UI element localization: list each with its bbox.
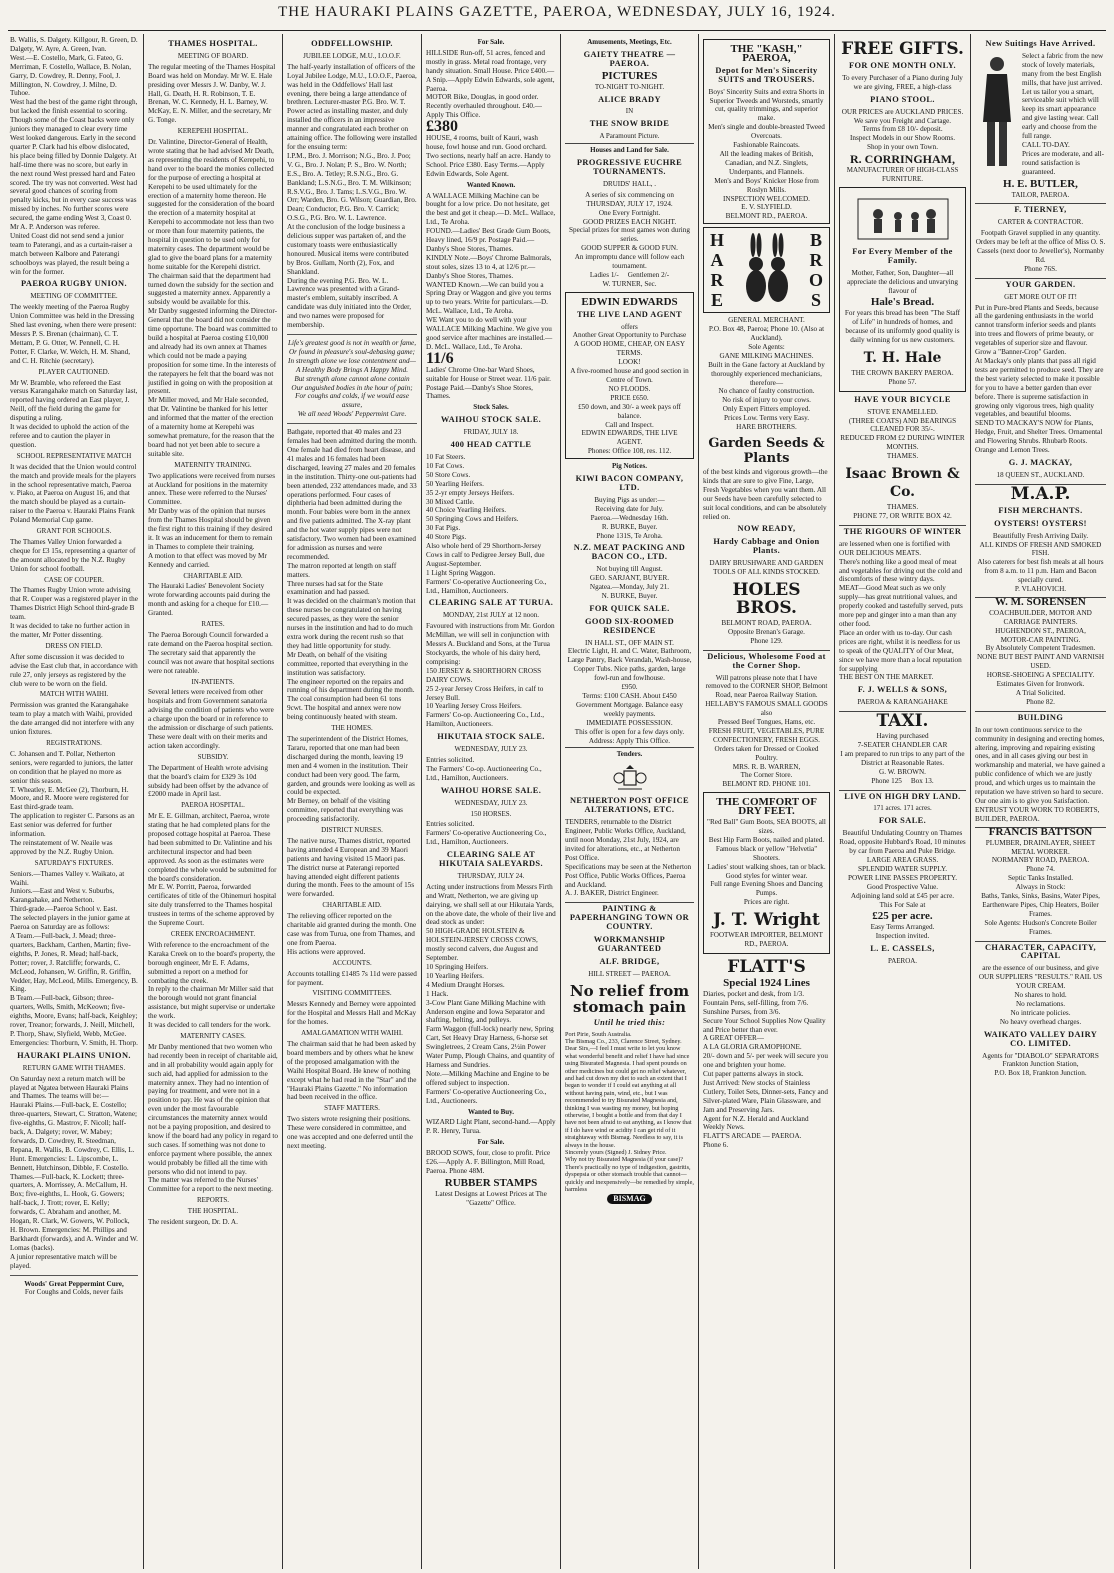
section-heading: Pig Notices. <box>612 462 647 471</box>
article-subheading: RATES. <box>201 620 225 629</box>
classified-ad: BROOD SOWS, four, close to profit. Price £26.—Apply A. F. Billington, Mill Road, Paeroa. Phone 48M. <box>426 1149 552 1175</box>
article-subheading: PLAYER CAUTIONED. <box>38 367 110 376</box>
ad-heading: Delicious, Wholesome Food at the Corner Shop. <box>703 650 830 671</box>
ad-text: are the essence of our business, and give OUR SUPPLIERS "RESULTS." RAIL US YOUR CREAM. No shares to hold. No reclamations. No intricate policies. No heavy overhead charges. <box>978 964 1103 1026</box>
ad-address: PAEROA. <box>887 957 918 966</box>
divider <box>287 423 417 424</box>
sale-text: Entries solicited. Farmers' Co-operative Auctioneering Co., Ltd., Hamilton, Auctioneers. <box>426 820 547 847</box>
ad-subheading: GOOD SIX-ROOMED RESIDENCE <box>584 616 675 635</box>
section-heading: Tenders. <box>565 747 694 759</box>
ad-text: Beautiful Undulating Country on Thames Road, opposite Hubbard's Road, 10 minutes by car from Paeroa and Puke Bridge. LARGE AREA GRASS. SPLENDID WATER SUPPLY. POWER LINE PASSES PROPERTY. Good Prospective Value. Adjoining land sold at £45 per acre. This For Sale at <box>839 829 966 909</box>
article-subheading: MATERNITY CASES. <box>180 1031 246 1040</box>
article-text: Mr E. E. Gillman, architect, Paeroa, wrote stating that he had completed plans for the proposed cottage hospital at Paeroa. These had been submitted to Dr. Valintine and his architectural inspector and had been approved. As soon as the estimates were completed the whole would be submitted for the board's consideration. Mr E. W. Porritt, Paeroa, forwarded certificates of title of the Ohinemuri hospital site duly transferred to the Thames hospital trustees in terms of the scheme approved by the Supreme Court. <box>148 812 277 928</box>
film-star: ALICE BRADY <box>598 94 661 104</box>
sale-heading: WAIHOU STOCK SALE. <box>440 415 542 425</box>
gentleman-illustration-icon <box>975 52 1019 172</box>
classified-ad: KINDLY Note.—Boys' Chrome Balmorals, stout soles, sizes 13 to 4, at 12/6 pr.—Danby's Shoe Stores, Thames. <box>426 253 554 280</box>
ad-text: To every Purchaser of a Piano during July we are giving, FREE, a high-class <box>842 73 965 91</box>
section-heading: Stock Sales. <box>473 403 509 412</box>
article-text: With reference to the encroachment of the Karaka Creek on to the board's property, the borough engineer, Mr E. F. Adams, submitted a report on a method for combating the creek. In reply to the chairman Mr Miller said that the borough would not grant financial assistance, but might supervise or undertake the work. It was decided to call tenders for the work. <box>148 940 275 1030</box>
ad-text: Easy Terms Arranged. Inspection invited. <box>870 923 935 941</box>
hales-bread-ad <box>839 187 966 392</box>
section-heading: Wanted to Buy. <box>467 1107 515 1116</box>
ad-text: Mother, Father, Son, Daughter—all appreciate the delicious and unvarying flavour of <box>847 268 960 295</box>
kash-ad <box>703 39 830 224</box>
ad-heading: FREE GIFTS. <box>841 39 964 59</box>
price-display: £380 <box>426 118 458 136</box>
sale-heading: WAIHOU HORSE SALE. <box>440 785 542 795</box>
ad-heading: HOLES BROS. <box>732 579 801 618</box>
article-text: Several letters were received from other hospitals and from Government sanatoria advising the condition of patients who were a charge upon the board or in reference to the admission or discharge of such patients. These were dealt with on their merits and action taken accordingly. <box>148 688 276 750</box>
ad-name: L. E. CASSELS, <box>870 944 935 954</box>
ad-text: THAMES. PHONE 77, OR WRITE BOX 42. <box>853 503 952 520</box>
classified-ad: WIZARD Light Plant, second-hand.—Apply P. R. Henry, Turua. <box>426 1118 558 1136</box>
article-subheading: DRESS ON FIELD. <box>45 641 103 650</box>
rabbits-icon <box>734 231 800 309</box>
ad-text: Agents for "DIABOLO" SEPARATORS Frankton Junction Station, P.O. Box 18, Frankton Junction. <box>982 1051 1099 1078</box>
testimonial-text: Port Pirie, South Australia. The Bismag Co., 233, Clarence Street, Sydney. Dear Sirs,—I feel I must write to let you know what wonderful benefit and relief I have had since using Bisurated Magnesia. I had spent pounds on other medicines but could get no relief whatever, and had cut down my diet to such an extent that I began to wonder if I could eat anything at all without having pain, wind, etc., but I was recommended to try Bisurated Magnesia and, thinking I was wasting my money, but hoping otherwise, I bought a bottle and from that day I have not been afraid to eat anything, as I know that if I do have wind or acidity I can get rid of it straightaway with Bismag. Needless to say, it is always in the house. Sincerely yours (Signed) J. Sidney Price. Why not try Bisurated Magnesia (if your case)? There's practically no type of indigestion, gastritis, dyspepsia or other stomach trouble that cannot—quickly and inexpensively—be remedied by simple, harmless <box>565 1030 694 1194</box>
ad-heading: BUILDING <box>975 711 1106 723</box>
ad-address: 18 QUEEN ST., AUCKLAND. <box>996 470 1085 479</box>
article-subheading: CHARITABLE AID. <box>322 901 382 910</box>
article-text: Two sisters wrote resigning their positions. These were considered in committee, and one was accepted and one deferred until the next meeting. <box>287 1115 415 1150</box>
article-subheading: PAEROA HOSPITAL. <box>181 801 245 810</box>
ad-text: Put in Pure-bred Plants and Seeds, because all the gardening enthusiasts in the world cannot transform inferior seeds and plants into trees and flowers of prime beauty, or vegetables of superior size and flavour. Grow a "Banner-Crop" Garden. At Mackay's only plants that pass all rigid tests are permitted to produce seed. They are the best variety selected to make it possible for you to have a better garden than ever before. There is supreme satisfaction in growing only vigorous trees, high quality vegetables, and beautiful blooms. SEND TO MACKAY'S NOW for Plants, Hedge, Fruit, and Shelter Trees. Ornamental and Flowering Shrubs. Rhubarb Roots. Orange and Lemon Trees. <box>975 303 1104 455</box>
ad-heading: THE COMFORT OF DRY FEET. <box>716 796 817 818</box>
ad-text: Having purchased 7-SEATER CHANDLER CAR I am prepared to run trips to any part of the District at Reasonable Rates. G. W. BROWN. Phone 125 Box 13. <box>840 732 965 785</box>
ad-heading: NETHERTON POST OFFICE ALTERATIONS, ETC. <box>569 796 690 815</box>
article-text: The relieving officer reported on the charitable aid granted during the month. One case was from Turua, one from Thames, and one from Paeroa. His actions were approved. <box>287 912 417 956</box>
ad-address: FOOTWEAR IMPORTER, BELMONT RD., PAEROA. <box>710 931 823 949</box>
article-subheading: REPORTS. <box>196 1196 230 1205</box>
ad-heading: KIWI BACON COMPANY, LTD. <box>575 474 684 492</box>
ad-subheading: Hardy Cabbage and Onion Plants. <box>713 537 820 556</box>
ad-heading: CHARACTER, CAPACITY, CAPITAL <box>975 941 1106 962</box>
ad-subheading: CARTER & CONTRACTOR. <box>997 218 1084 227</box>
sale-heading: HIKUTAIA STOCK SALE. <box>437 732 545 742</box>
article-text: The regular meeting of the Thames Hospital Board was held on Monday. Mr W. E. Hale presiding over Messrs J. W. Danby, W. J. Hall, G. Death, H. R. Robinson, T. E. Brenan, W. C. Kennedy, H. L. Barney, W. McKay, E. N. Miller, and the secretary, Mr G. Tonge. <box>148 62 278 125</box>
ad-subheading: Until he tried this: <box>593 1017 666 1027</box>
price-display: £25 per acre. <box>872 910 933 923</box>
article-text: Mr W. Bramble, who refereed the East versus Karangahake match on Saturday last, reported having ordered an East player, J. Neill, off the field during the game for disputing a ruling. It was decided to uphold the action of the referee and to caution the player in question. <box>10 378 138 449</box>
ad-text: Diaries, pocket and desk, from 1/3. Fountain Pens, self-filling, from 7/6. Sunshine Purses, from 3/6. Secure Your School Supplies Now Quality and Price better than ever. A GREAT OFFER— A LA GLORIA GRAMOPHONE. 20/- down and 5/- per week will secure you one and brighten your home. Cut paper patterns always in stock. Just Arrived: New stocks of Stainless Cutlery, Toilet Sets, Dinner-sets, Fancy and Silver-plated Ware, Plain Glassware, and Jam and Preserving Jars. Agent for N.Z. Herald and Auckland Weekly News. FLATT'S ARCADE — PAEROA. Phone 6. <box>703 989 828 1150</box>
ad-subheading: OYSTERS! OYSTERS! <box>994 518 1087 528</box>
ad-name: WAIKATO VALLEY DAIRY CO. LIMITED. <box>983 1029 1098 1048</box>
ad-heading: M.A.P. <box>975 484 1106 503</box>
ad-text: of the best kinds and vigorous growth—the kinds that are sure to give Fine, Large, Fresh Vegetables when you want them. All our Seeds have been carefully selected to suit local conditions, and can be absolutely relied on. <box>703 468 830 521</box>
masthead: THE HAURAKI PLAINS GAZETTE, PAEROA, WEDNESDAY, JULY 16, 1924. <box>278 4 836 20</box>
article-heading: ODDFELLOWSHIP. <box>311 39 393 48</box>
article-text: The native nurse, Thames district, reported having attended 4 European and 39 Maori patients and having visited 15 Maori pas. The district nurse at Paterangi reported having attended eight different patients during the month. Fees to the amount of 15s were forwarded. <box>287 836 415 899</box>
article-text: B. Wallis, S. Dalgety. Killgour, R. Green, D. Dalgety, W. Ayre, A. Green, Ivan. West.—E. Costello, Mark, G. Fateo, G. Merriman, F. Costello, Wallace, B. Nolan, Garry, D. Cowdrey, R. Denny, Fool, J. Millington, N. Cowdrey, J. Milne, D. Tuhoe. West had the best of the game right through, but lacked the finish essential to scoring. Though some of the Coast backs were only juniors they managed to clear every time West looked dangerous. Early in the second quarter P. Clark had his elbow dislocated, his place being filled by Donnie Dalgety. At half-time there was no score, but early in the next round West pressed hard and Fateo scored. The try was not converted. West had several good chances of scoring from penalty kicks, but in every case success was missed by inches. No further scores were secured, the game ending West 3, Coast 0. Mr A. P. Anderson was referee. United Coast did not send send a junior team to Paterangi, and as a curtain-raiser a match between Kalbore and Paterangi schoolboys was played, the result being a win for the former. <box>10 36 138 276</box>
theatre-heading: PICTURES <box>601 69 658 82</box>
article-subheading: REGISTRATIONS. <box>46 738 102 747</box>
article-subheading: JUBILEE LODGE, M.U., I.O.O.F. <box>303 51 401 60</box>
column-3 <box>287 36 417 1567</box>
bismag-label: BISMAG <box>607 1194 651 1205</box>
article-subheading: CHARITABLE AID. <box>183 571 243 580</box>
ad-text: OUR PRICES are AUCKLAND PRICES. We save you Freight and Cartage. Terms from £8 10/- deposit. Inspect Models in our Show Rooms. Shop in your own Town. <box>841 107 964 152</box>
classified-ad: MOTOR Bike, Douglas, in good order. Recently overhauled throughout. £40.—Apply This Office. <box>426 93 542 120</box>
classified-ad: WANTED Known.—We can build you a Spring Dray or Waggon and give you terms up to two years. Write for particulars.—D. McL. Wallace, Ltd., Te Aroha. <box>426 280 554 316</box>
poem-ad: Life's greatest good is not in wealth or fame, Or found in pleasure's soul-debasing game; In strength alone we lose contentment and— A Healthy Body Brings A Happy Mind. But strength alone cannot alone contain Our anguished bodies in the hour of pain; For coughs and colds, if we would ease assure, We all need Woods' Peppermint Cure. <box>287 339 417 419</box>
ad-text: A series of six commencing on THURSDAY, JULY 17, 1924. One Every Fortnight. GOOD PRIZES EACH NIGHT. Special prizes for most games won during series. GOOD SUPPER & GOOD FUN. An impromptu dance will follow each tournament. Ladies 1/- Gentlemen 2/- W. TURNER, Sec. <box>569 190 690 288</box>
ad-text: Woods' Great Peppermint Cure, <box>24 1279 124 1288</box>
ad-subheading: NOW READY, <box>737 524 796 534</box>
sale-text: Entries solicited. The Farmers' Co-op. Auctioneering Co., Ltd., Hamilton, Auctioneers. <box>426 755 542 782</box>
ad-text: DAIRY BRUSHWARE AND GARDEN TOOLS OF ALL KINDS STOCKED. <box>709 559 824 577</box>
ad-subheading: DRUIDS' HALL, . <box>603 179 656 188</box>
section-heading: Wanted Known. <box>466 180 516 189</box>
ad-subheading: Special 1924 Lines <box>723 976 810 989</box>
article-text: The resident surgeon, Dr. D. A. <box>148 1218 238 1227</box>
column-5 <box>565 36 694 1567</box>
sale-heading: 400 HEAD CATTLE <box>450 440 532 450</box>
ad-text: Not buying till August. GEO. SARJANT, BUYER. Ngatea.—Monday, July 21. N. BURKE, Buyer. <box>589 565 670 600</box>
ad-heading: PAINTING & PAPERHANGING TOWN OR COUNTRY. <box>565 902 694 932</box>
theatre-name: GAIETY THEATRE — PAEROA. <box>583 49 676 68</box>
ad-text: Boys' Sincerity Suits and extra Shorts in Superior Tweeds and Worsteds, smartly cut, quality trimmings, and superior make. Men's single and double-breasted Tweed Overcoats. Fashionable Raincoats. All the leading makes of British, Canadian, and N.Z. Singlets, Underpants, and Flannels. Men's and Boys' Knicker Hose from Roslyn Mills. INSPECTION WELCOMED. E. V. SLYFIELD. BELMONT RD., PAEROA. <box>708 87 825 221</box>
article-subheading: VISITING COMMITTEES. <box>312 989 392 998</box>
masthead-rule <box>8 30 1106 31</box>
family-illustration-icon <box>853 194 953 244</box>
ad-heading: RUBBER STAMPS <box>444 1176 538 1189</box>
article-text: The Thames Valley Union forwarded a cheque for £3 15s, representing a quarter of the amount allocated by the N.Z. Rugby Union for school football. <box>10 537 138 573</box>
article-subheading: SCHOOL REPRESENTATIVE MATCH <box>16 451 132 460</box>
sale-list: 10 Fat Steers. 10 Fat Cows. 50 Store Cows. 50 Yearling Heifers. 35 2-yr empty Jerseys Heifers. 30 Mixed Cattle. 40 Choice Yearling Heifers. 50 Springing Cows and Heifers. 30 Fat Pigs. 40 Store Pigs. <box>426 452 519 542</box>
ad-heading: EDWIN EDWARDS <box>581 295 678 308</box>
article-subheading: MEETING OF BOARD. <box>177 51 249 60</box>
article-text: The Hauraki Ladies' Benevolent Society wrote forwarding accounts paid during the month and asking for a cheque for £10.—Granted. <box>148 582 273 618</box>
article-subheading: GRANT FOR SCHOOLS. <box>36 527 112 536</box>
ad-heading: New Suitings Have Arrived. <box>985 39 1096 48</box>
ad-text: Latest Designs at Lowest Prices at The "Gazette" Office. <box>435 1189 547 1207</box>
classified-ad: WE Want you to do well with your WALLACE Milking Machine. We give you good service after machines are installed.—D. McL. Wallace, Ltd., Te Aroha. <box>426 316 554 351</box>
hare-bros-logo <box>703 227 830 313</box>
ad-subheading: FOR ONE MONTH ONLY. <box>848 61 957 70</box>
column-7 <box>839 36 966 1567</box>
column-divider <box>143 34 144 1569</box>
sale-subheading: 150 HORSES. <box>470 809 512 818</box>
ad-text: COACHBUILDER, MOTOR AND CARRIAGE PAINTERS. HUGHENDON ST., PAEROA, MOTOR-CAR PAINTING. By Absolutely Competent Tradesmen. NONE BUT BEST PAINT AND VARNISH USED. HORSE-SHOEING A SPECIALITY. Estimates Given for Ironwork. A Trial Solicited. Phone 82. <box>976 608 1105 706</box>
article-subheading: SATURDAY'S FIXTURES. <box>34 858 114 867</box>
tailor-ad-body <box>975 52 1106 177</box>
ad-name: J. T. Wright <box>713 910 820 931</box>
article-text: The Thames Rugby Union wrote advising that R. Couper was a registered player in the Thames District High School third-grade B team. It was decided to take no further action in the matter, Mr Potter dissenting. <box>10 586 138 639</box>
column-divider <box>834 34 835 1569</box>
ad-subheading: FISH MERCHANTS. <box>998 505 1083 515</box>
article-text: C. Johansen and T. Pollar, Netherton seniors, were regarded to juniors, the latter on condition that he played no more as senior this season. T. Wheatley, E. McGee (2), Thorburn, H. Moore, and R. Moore were registered for East third-grade team. The application to register C. Parsons as an East senior was deferred for further information. The reinstatement of W. Neaile was approved by the N.Z. Rugby Union. <box>10 749 135 856</box>
sale-heading: CLEARING SALE AT HIKUTAIA SALEYARDS. <box>439 850 543 869</box>
ad-heading: For Every Member of the Family. <box>852 246 953 265</box>
ad-heading: FLATT'S <box>727 956 806 977</box>
article-text: After some discussion it was decided to advise the East club that, in accordance with rule 27, only jerseys as registered by the club were to be worn on the field. <box>10 652 140 688</box>
sale-date: THURSDAY, JULY 24. <box>457 871 525 880</box>
article-subheading: THE HOMES. <box>331 724 373 733</box>
ad-subheading: WORKMANSHIP GUARANTEED <box>593 935 666 953</box>
article-text: The half-yearly installation of officers of the Loyal Jubilee Lodge, M.U., I.O.O.F., Paeroa, was held in the Oddfellows' Hall last evening, there being a large attendance of brethren. Lecturer-master P.G. Bro. W. T. Power acted as installing master, and duly installed the officers in an impressive manner and congratulated each brother on attaining office. The following were installed for the ensuing term: I.P.M., Bro. J. Morrison; N.G., Bro. J. Poo; V. G., Bro. J. Nolan; P. S., Bro. W. North; E.S., Bro. A. Tetley; R.S.N.G., Bro. G. Bankland; L.S.N.G., Bro. T. M. Wilkinson; R.S.V.G., Bro. J. Tams; L.S.V.G., Bro. W. Orr; Warden, Bro. G. Wilson; Guardian, Bro. Dean; Conductor, P.G. Bro. V. Carrick; O.S.G., P.G. Bro. W. L. Lawrence. At the conclusion of the lodge business a delicious supper was partaken of, and the customary toasts were enthusiastically honoured. Musical items were contributed by Bros. Gullam, North (2), Fox, and Shankland. During the evening P.G. Bro. W. L. Lawrence was presented with a Grand-master's emblem, suitably inscribed. A candidate was duly initiated into the Order, and two names were proposed for membership. <box>287 62 417 330</box>
ad-heading: HAVE YOUR BICYCLE <box>854 394 951 404</box>
sale-date: WEDNESDAY, JULY 23. <box>454 745 528 754</box>
article-subheading: MEETING OF COMMITTEE. <box>30 292 118 301</box>
article-subheading: ACCOUNTS. <box>332 958 372 967</box>
ad-text: BELMONT ROAD, PAEROA. Opposite Brenan's Garage. Phone 129. <box>721 618 812 645</box>
classified-ad: HILLSIDE Run-off, 51 acres, fenced and mostly in grass. Metal road frontage, very handy situation. Small House. Price £400.—A Snip.—Apply Edwin Edwards, sole agent, Paeroa. <box>426 48 557 93</box>
sale-date: MONDAY, 21st JULY at 12 noon. <box>442 611 540 620</box>
section-heading: For Sale. <box>477 1138 505 1147</box>
article-text: It was decided that the Union would control the match and provide meals for the players in the school representative match, Paeroa v. Piako, at Paeroa on August 16, and that the match should be played as a curtain-raiser to the Paeroa v. Hauraki Plains Frank Poland Memorial Cup game. <box>10 462 139 525</box>
dry-feet-ad <box>703 792 830 954</box>
ad-name: FRANCIS BATTSON <box>975 827 1106 837</box>
article-heading: HAURAKI PLAINS UNION. <box>17 1050 131 1060</box>
ad-text: TENDERS, returnable to the District Engineer, Public Works Office, Auckland, until noon Monday, 21st July, 1924, are invited for alterations, etc., at Netherton Post Office. Specifications may be seen at the Netherton Post Office, Public Works Offices, Paeroa and Auckland. A. J. BAKER, District Engineer. <box>565 818 692 898</box>
ad-address: TAILOR, PAEROA. <box>1011 190 1070 199</box>
ad-heading: FOR QUICK SALE. <box>589 603 670 613</box>
article-heading: THAMES HOSPITAL. <box>168 39 258 48</box>
coat-of-arms-icon <box>610 763 650 793</box>
ad-subheading: THE LIVE LAND AGENT <box>576 309 683 319</box>
article-text: The Department of Health wrote advising that the board's claim for £329 3s 10d subsidy had been offset by the advance of £2000 made in April last. <box>148 763 271 799</box>
article-text: The weekly meeting of the Paeroa Rugby Union Committee was held in the Dressing Shed last evening, when there were present: Messrs P. S. Brenan (chairman), C. T. Mettam, P. G. Otter, W. Pennell, C. H. Potter, F. Clarke, W. Welch, H. M. Shand, and C. H. Ritchie (secretary). <box>10 303 139 365</box>
ad-address: HILL STREET — PAEROA. <box>588 969 671 978</box>
ad-text: are lessened when one is fortified with OUR DELICIOUS MEATS. There's nothing like a good meal of meat and vegetables for driving out the cold and discomforts of these wintry days. MEAT—Good Meat such as we only supply—has great nutritional values, and properly cooked and tastefully served, puts more pep and ginger into a man than any other food. Place an order with us to-day. Our cash prices are right, whilst it is needless for us to speak of the QUALITY of Our Meat, since we have more than a local reputation for supplying THE BEST ON THE MARKET. <box>839 539 963 682</box>
ad-subheading: FOR SALE. <box>878 816 927 826</box>
ad-text: For years this bread has been "The Staff of Life" in hundreds of homes, and because of its uniformly good quality is daily winning for us new customers. <box>844 309 962 345</box>
ad-address: THE CROWN BAKERY PAEROA. Phone 57. <box>851 368 954 386</box>
ad-text: IN HALL ST., OFF MAIN ST. Electric Light, H. and C. Water, Bathroom, Large Pantry, Back Verandah, Wash-house, Copper Tubs. Nice paths, garden, large fowl-run and fowlhouse. £950. Terms: £100 CASH. About £450 Government Mortgage. Balance easy weekly payments. IMMEDIATE POSSESSION. This offer is open for a few days only. Address: Apply This Office. <box>567 638 692 745</box>
article-text: Seniors.—Thames Valley v. Waikato, at Waihi. Juniors.—East and West v. Suburbs, Karangahake, and Netherton. Third-grade.—Paeroa School v. East. The selected players in the junior game at Paeroa on Saturday are as follows: A Team.—Full-back, J. Mead; three-quarters, Backham, Carthen, Martin; five-eighths, P. Jones, R. Mead; half-back, Potter; rover, J. Ratcliffe; forwards, C. McLeod, Johansen, W. Griffin, R. Griffin, Vedder, Hay, McLeod, Mills. Emergency, B. King. B Team.—Full-back, Gibson; three-quarters, Wells, Smith, McKeown; five-eighths, Moore, Evans; half-back, Keighley; rover, Treanor; forwards, J. Neill, Mitchell, P. Thorp, Shaw, Slyfield, Webb, McGee. Emergencies: Thorburn, V. Smith, H. Thorp. <box>10 869 138 1047</box>
ad-text: STOVE ENAMELLED. (THREE COATS) AND BEARINGS CLEANED FOR 35/-. REDUCED FROM £2 DURING WINTER MONTHS. THAMES. <box>840 407 965 461</box>
ad-heading: Hale's Bread. <box>870 296 935 309</box>
article-subheading: DISTRICT NURSES. <box>321 826 383 835</box>
hare-word: HARE <box>709 230 724 311</box>
article-text: Bathgate, reported that 40 males and 23 females had been admitted during the month. One female had died from heart disease, and 41 males and 16 females had been discharged, leaving 27 males and 20 females in the institution. Thirty-one out-patients had been attended, 232 attendances made, and 33 operations performed. Four cases of diphtheria had been admitted during the month. Four babies were born in the annex and five patients admitted. The X-ray plant and the hot water supply pipes were not satisfactory. Two women had been examined for admission as nurses and were recommended. The matron reported at length on staff matters. Three nurses had sat for the State examination and had passed. It was decided on the chairman's motion that these nurses be congratulated on having secured passes, as they were the senior nurses in the institution and had to do much extra work during the recent rush so that they had little opportunity for study. Mr Death, on behalf of the visiting committee, reported that everything in the institution was satisfactory. The engineer reported on the repairs and running of his department during the month. The coal consumption had been 61 tons 9cwt. The hospital and annex were now being continuously heated with steam. <box>287 428 417 722</box>
ad-name: ALF. BRIDGE, <box>599 956 660 966</box>
article-text: The superintendent of the District Homes, Tararu, reported that one man had been discharged during the month, leaving 19 men and 4 women in the institution. Their conduct had been very good. The farm, garden, and grounds were looking as well as could be expected. Mr Berney, on behalf of the visiting committee, reported that everything was proceeding satisfactorily. <box>287 734 415 824</box>
column-divider <box>970 34 971 1569</box>
article-subheading: CASE OF COUPER. <box>44 575 104 584</box>
column-divider <box>698 34 699 1569</box>
price-display: 11/6 <box>426 349 454 367</box>
article-subheading: RETURN GAME WITH THAMES. <box>22 1063 126 1072</box>
article-subheading: SUBSIDY. <box>197 752 229 761</box>
ad-text: "Red Ball" Gum Boots, SEA BOOTS, all sizes. Best Hip Farm Boots, nailed and plated. Famous black or yellow "Helvetia" Shooters. Ladies' stout walking shoes, tan or black. Good styles for winter wear. Full range Evening Shoes and Dancing Pumps. Prices are right. <box>707 818 826 907</box>
ad-text: offers Another Great Opportunity to Purchase A GOOD HOME, CHEAP, ON EASY TERMS. LOOK! A five-roomed house and good section in Centre of Town. NO FLOODS. PRICE £650. £50 down, and 30/- a week pays off balance. Call and Inspect. EDWIN EDWARDS, THE LIVE AGENT. Phones: Office 108, res. 112. <box>570 322 689 456</box>
sale-text: Also whole herd of 29 Shorthorn-Jersey Cows in calf to Pedigree Jersey Bull, due August-September. 1 Light Spring Waggon. Farmers' Co-operative Auctioneering Co., Ltd., Hamilton, Auctioneers. <box>426 542 547 595</box>
classified-ad: Ladies' Chrome One-bar Ward Shoes, suitable for House or Street wear. 11/6 pair. Postage Paid.—Danby's Shoe Stores, Thames. <box>426 365 553 401</box>
ad-heading: No relief from stomach pain <box>569 981 690 1016</box>
ad-name: H. E. BUTLER, <box>1003 177 1078 190</box>
column-divider <box>282 34 283 1569</box>
ad-text: Beautifully Fresh Arriving Daily. ALL KINDS OF FRESH AND SMOKED FISH. Also caterers for best fish meals at all hours from 8 a.m. to 11 p.m. Ham and Bacon specially cured. P. VLAHOVICH. <box>977 531 1104 594</box>
column-divider <box>421 34 422 1569</box>
column-1 <box>10 36 138 1567</box>
column-6 <box>703 36 830 1567</box>
ad-heading: THE "KASH," PAEROA, <box>730 43 803 64</box>
ad-heading: YOUR GARDEN. <box>975 278 1106 290</box>
ad-subheading: GET MORE OUT OF IT! <box>1004 292 1077 301</box>
article-subheading: MATERNITY TRAINING. <box>174 460 252 469</box>
bros-word: BROS <box>808 230 823 311</box>
sale-date: WEDNESDAY, JULY 23. <box>454 798 528 807</box>
ad-subheading: PIANO STOOL. <box>870 94 935 104</box>
ad-text: Select a fabric from the new stock of lovely materials, many from the best English mills, that have just arrived. Let us tailor you a smart, serviceable suit which will keep its smart appearance and give lasting wear. Call early and choose from the full range. CALL TO-DAY. Prices are moderate, and all-round satisfaction is guaranteed. <box>1022 51 1105 176</box>
sale-heading: CLEARING SALE AT TURUA. <box>428 598 554 608</box>
column-2 <box>148 36 278 1567</box>
ad-text: Buying Pigs as under:— Receiving date for July. Paeroa.—Wednesday 16th. R. BURKE, Buyer. Phone 131S, Te Aroha. <box>590 495 669 540</box>
ad-text: Will patrons please note that I have removed to the CORNER SHOP, Belmont Road, near Paeroa Railway Station. HELLABY'S FAMOUS SMALL GOODS also Pressed Beef Tongues, Hams, etc. FRESH FRUIT, VEGETABLES, PURE CONFECTIONERY, FRESH EGGS. Orders taken for Dressed or Cooked Poultry. MRS. R. B. WARREN, The Corner Store. BELMONT RD. PHONE 101. <box>705 673 828 789</box>
sale-date: FRIDAY, JULY 18. <box>463 428 519 437</box>
article-text: Accounts totalling £1485 7s 11d were passed for payment. <box>287 969 419 987</box>
article-subheading: STAFF MATTERS. <box>324 1104 380 1113</box>
film-title: THE SNOW BRIDE <box>589 119 670 129</box>
article-subheading: KEREPEHI HOSPITAL. <box>177 127 249 136</box>
ad-name: G. J. MACKAY, <box>1008 457 1073 467</box>
column-divider <box>560 34 561 1569</box>
bismag-badge <box>565 1194 694 1205</box>
article-text: Mr Danby mentioned that two women who had recently been in receipt of charitable aid, and in all probability would again apply for such aid, had applied for admission to the maternity annex. They had no intention of paying for treatment, and were not in a position to pay. He was of the opinion that even under the most favourable circumstances the maternity annex would not be a paying proposition, and desired to know if the board had any policy in regard to such cases. If something was not done to enforce payment where possible, the annex would probably be filled all the time with persons who did not intend to pay. The matter was referred to the Nurses' Committee for a report to the next meeting. <box>148 1042 278 1194</box>
article-subheading: THE HOSPITAL. <box>187 1207 239 1216</box>
ad-text: Footpath Gravel supplied in any quantity. Orders may be left at the office of Miss O. S. Cassels (next door to Jeweller's), Normanby Rd. Phone 76S. <box>975 229 1106 273</box>
ad-heading: Garden Seeds & Plants <box>708 436 825 466</box>
column-4 <box>426 36 556 1567</box>
article-text: Two applications were received from nurses at Auckland for positions in the maternity annex. These were referred to the Nurses' Committee. Mr Danby was of the opinion that nurses from the Thames Hospital should be given the first right to this training if they desired it. It was an inducement for them to remain in Thames to complete their training. A motion to that effect was moved by Mr Kennedy and carried. <box>148 471 276 569</box>
classified-ad: HOUSE, 4 rooms, built of Kauri, wash house, fowl house and run. Good orchard. Two sections, nearly half an acre. Handy to School. Price £380. Easy Terms.—Apply Edwin Edwards, Sole Agent. <box>426 134 553 178</box>
article-text: The Paeroa Borough Council forwarded a rate demand on the Paeroa hospital section. The secretary said that apparently the council was not aware that hospital sections were not rateable. <box>148 631 275 675</box>
ad-text: 171 acres. 171 acres. <box>873 804 932 813</box>
article-subheading: AMALGAMATION WITH WAIHI. <box>301 1029 403 1038</box>
ad-heading: N.Z. MEAT PACKING AND BACON CO., LTD. <box>573 543 686 562</box>
classified-ad: FOUND.—Ladies' Best Grade Gum Boots, Heavy lined, 16/9 pr. Postage Paid.—Danby's Shoe Stores, Thames. <box>426 227 553 253</box>
divider <box>10 1275 138 1276</box>
ad-name: Isaac Brown & Co. <box>845 466 960 501</box>
classified-ad: A WALLACE Milking Machine can be bought for a low price. Do not hesitate, get the best and get it cheap.—D. McL. Wallace, Ltd., Te Aroha. <box>426 191 558 227</box>
ad-name: F. TIERNEY, <box>975 203 1106 215</box>
ad-heading: PROGRESSIVE EUCHRE TOURNAMENTS. <box>576 158 683 176</box>
article-subheading: IN-PATIENTS. <box>191 677 235 686</box>
divider <box>287 334 417 335</box>
article-text: Permission was granted the Karangahake team to play a match with Waihi, provided the date arranged did not interfere with any union fixtures. <box>10 701 137 737</box>
ad-address: PAEROA & KARANGAHAKE <box>857 698 948 707</box>
ad-text: MANUFACTURER OF HIGH-CLASS FURNITURE. <box>846 166 959 183</box>
ad-heading: TAXI. <box>839 711 966 730</box>
ad-name: R. CORRINGHAM, <box>850 152 955 167</box>
column-8 <box>975 36 1106 1567</box>
sale-text: Acting under instructions from Messrs Firth and Wratt, Netherton, we are giving up dairying, we shall sell at our Hikutaia Yards, on the above date, the whole of their live and dead stock as under: 50 HIGH-GRADE HOLSTEIN & HOLSTEIN-JERSEY CROSS COWS, mostly second calvers, due August and September. 10 Springing Heifers. 10 Yearling Heifers. 4 Medium Draught Horses. 1 Hack. 3-Cow Plant Gane Milking Machine with Anderson engine and Iowa Separator and shafting, belting, and pulleys. Farm Waggon (full-lock) nearly new, Spring Cart, Set Heavy Dray Harness, 6-horse set Swingletrees, 2 Cream Cans, 2½in Power Water Pump, Plough Chains, and quantity of Harness and Sundries. Note.—Milking Machine and Engine to be offered subject to inspection. Farmers' Co-operative Auctioneering Co., Ltd., Auctioneers. <box>426 882 556 1105</box>
section-heading: Houses and Land for Sale. <box>565 143 694 155</box>
ad-text: GENERAL MERCHANT. P.O. Box 48, Paeroa; Phone 10. (Also at Auckland). Sole Agents: GANE MILKING MACHINES. Built in the Gane factory at Auckland by thoroughly experienced mechanicians, therefore— No chance of faulty construction. No risk of injury to your cows. Only Expert Fitters employed. Prices Low. Terms very Easy. HARE BROTHERS. <box>708 316 825 432</box>
theatre-time: TO-NIGHT TO-NIGHT. <box>594 82 665 91</box>
ad-name: W. M. SORENSEN <box>975 597 1106 607</box>
ad-name: T. H. Hale <box>863 349 942 366</box>
edwin-edwards-ad <box>565 292 694 459</box>
film-note: A Paramount Picture. <box>599 132 660 141</box>
article-text: Messrs Kennedy and Berney were appointed for the Hospital and Messrs Hall and McKay for the homes. <box>287 1000 418 1027</box>
article-text: On Saturday next a return match will be played at Ngatea between Hauraki Plains and Thames. The teams will be:— Hauraki Plains.—Full-back, E. Costello; three-quarters, Stewart, C. Stratton, Watene; five-eighths, G. Mastrov, F. Nicoll; half-back, A. Dalgety; rover, W. Mabey; forwards, D. Cowdrey, R. Steedman, Repana, R. Wallis, B. Cowdrey, C. Ellis, L. Hunt. Emergencies: L. Lipscombe, L. Bennett, Hutchinson, Dibble, F. Costello. Thames.—Full-back, K. Lockett; three-quarters, A. Morrissey, A. McCallum, H. Box; five-eighths, L. Hook, G. Gowers; half-back, J. Trott; rover, E. Kelly; forwards, C. Abraham and another, M. Hogan, R. Clark, W. Gowers, W. Pollock, H. Brown. Emergencies: M. Phillips and Barkhardt (forwards), and A. Winder and W. Lomas (backs). A junior representative match will be played. <box>10 1074 138 1270</box>
article-subheading: CREEK ENCROACHMENT. <box>170 930 256 938</box>
film-in: IN <box>625 107 634 116</box>
ad-name: F. J. WELLS & SONS, <box>857 685 948 695</box>
section-heading: For Sale. <box>477 38 505 46</box>
ad-heading: LIVE ON HIGH DRY LAND. <box>839 790 966 802</box>
article-heading: PAEROA RUGBY UNION. <box>20 279 127 289</box>
ad-text: PLUMBER, DRAINLAYER, SHEET METAL WORKER. NORMANBY ROAD, PAEROA. Phone 74. Septic Tanks Installed. Always in Stock: Baths, Tanks, Sinks, Basins, Water Pipes, Earthenware Pipes, Chip Heaters, Boiler Frames. Sole Agents: Hudson's Concrete Boiler Frames. <box>981 838 1100 936</box>
sale-text: Favoured with instructions from Mr. Gordon McMillan, we will sell in conjunction with Messrs A. Buckland and Sons, at the Turua Stockyards, the whole of his dairy herd, comprising: 150 JERSEY & SHORTHORN CROSS DAIRY COWS. 25 2-year Jersey Cross Heifers, in calf to Jersey Bull. 10 Yearling Jersey Cross Heifers. Farmers' Co-op. Auctioneering Co., Ltd., Hamilton, Auctioneers. <box>426 622 555 729</box>
article-text: The chairman said that he had been asked by board members and by others what he knew of the proposed amalgamation with the Waihi Hospital Board. He knew of nothing except what he had read in the "Star" and the "Hauraki Plains Gazette." No information had been received in the office. <box>287 1039 419 1102</box>
ad-heading: THE RIGOURS OF WINTER <box>839 525 966 537</box>
ad-text: In our town continuous service to the community in designing and erecting homes, altering, improving and repairing existing ones, and in all cases giving our best in workmanship and material, we have gained a public confidence of which we are justly proud, and which urges us to maintain the reputation we have striven so hard to secure. Our one aim is to give you Satisfaction. ENTRUST YOUR WORK TO ROBERTS, BUILDER, PAEROA. <box>975 725 1105 823</box>
ad-subheading: Depot for Men's Sincerity SUITS and TROUSERS. <box>715 65 818 84</box>
article-subheading: MATCH WITH WAIHI. <box>39 690 109 699</box>
ad-text: For Coughs and Colds, never fails <box>24 1288 124 1297</box>
article-text: Dr. Valintine, Director-General of Health, wrote stating that he had advised Mr Death, as representing the residents of Kerepehi, to hand over to the board the monies collected for the purpose of erecting a hospital at Kerepehi to be used ultimately for the erection of a maternity home thereon. He suggested for the consideration of the board the erection of a maternity hospital at Kerepehi to accommodate not less than two or more than four maternity patients, the hospital in question to be used only for maternity cases. The department would be glad to give the board plans for a maternity home suitable for the Kerepehi district. The chairman said that the department had turned down the subsidy for the section and suggested a maternity annex. Apparently a subsidy would be available for this. Mr Danby suggested informing the Director-General that the board did not consider the time opportune. The board was committed to build a hospital at Paeroa costing £10,000 and already had its own annex at Thames which could not be made a paying proposition for some time. In the interests of the ratepayers he felt that the board was not justified in going on with the proposition at present. Mr Miller moved, and Mr Hale seconded, that Dr. Valintine be thanked for his letter and informed that the matter of the erection of a maternity home at Kerepehi was somewhat premature, for the reason that the board had not yet been able to secure a suitable site. <box>148 138 278 458</box>
section-heading: Amusements, Meetings, Etc. <box>587 38 672 46</box>
